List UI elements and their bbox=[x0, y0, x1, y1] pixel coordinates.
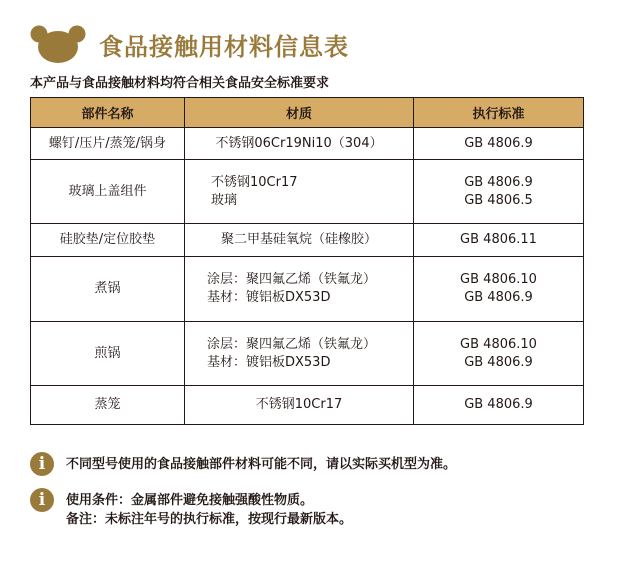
standard-cell bbox=[414, 160, 584, 224]
material-line: 不锈钢10Cr17 bbox=[211, 174, 298, 190]
standard-line: GB 4806.11 bbox=[460, 232, 537, 247]
part-name-cell: 硅胶垫/定位胶垫 bbox=[31, 224, 185, 257]
material-cell bbox=[185, 257, 414, 322]
part-name-cell: 蒸笼 bbox=[31, 386, 185, 425]
standard-line: GB 4806.9 bbox=[464, 290, 533, 305]
standard-cell bbox=[414, 322, 584, 386]
note-item bbox=[30, 488, 590, 529]
material-line: 涂层：聚四氟乙烯（铁氟龙） bbox=[207, 272, 377, 287]
standard-cell bbox=[414, 224, 584, 257]
standard-line: GB 4806.9 bbox=[464, 354, 533, 370]
part-name-cell: 玻璃上盖组件 bbox=[31, 160, 185, 224]
part-name-cell: 螺钉/压片/蒸笼/锅身 bbox=[31, 128, 185, 160]
standard-line: GB 4806.9 bbox=[464, 135, 533, 151]
table-row bbox=[31, 128, 584, 160]
standard-cell bbox=[414, 386, 584, 425]
column-header-material: 材质 bbox=[185, 98, 414, 128]
standard-line: GB 4806.5 bbox=[464, 192, 533, 208]
table-header-row bbox=[31, 98, 584, 128]
standard-line: GB 4806.10 bbox=[460, 336, 537, 352]
remark-text: 备注：未标注年号的执行标准，按现行最新版本。 bbox=[66, 512, 353, 527]
compliance-statement: 本产品与食品接触材料均符合相关食品安全标准要求 bbox=[30, 76, 330, 91]
note-item bbox=[30, 452, 590, 482]
standard-cell bbox=[414, 128, 584, 160]
material-info-table bbox=[30, 97, 584, 425]
material-cell bbox=[185, 386, 414, 425]
table-row bbox=[31, 386, 584, 425]
material-line: 基材：镀铝板DX53D bbox=[207, 354, 331, 370]
material-line: 不锈钢06Cr19Ni10（304） bbox=[215, 135, 383, 151]
material-line: 聚二甲基硅氧烷（硅橡胶） bbox=[220, 232, 377, 247]
info-icon: i bbox=[30, 452, 54, 476]
table-row bbox=[31, 257, 584, 322]
column-header-standard: 执行标准 bbox=[414, 98, 584, 128]
info-icon: i bbox=[30, 488, 54, 512]
standard-line: GB 4806.10 bbox=[460, 272, 537, 287]
table-row bbox=[31, 160, 584, 224]
material-line: 不锈钢10Cr17 bbox=[255, 397, 343, 412]
standard-cell bbox=[414, 257, 584, 322]
standard-line: GB 4806.9 bbox=[464, 174, 533, 190]
part-name-cell: 煎锅 bbox=[31, 322, 185, 386]
material-cell bbox=[185, 160, 414, 224]
note-text: 不同型号使用的食品接触部件材料可能不同，请以实际买机型为准。 bbox=[66, 457, 457, 472]
material-line: 基材：镀铝板DX53D bbox=[207, 290, 331, 305]
bear-head-icon bbox=[30, 25, 86, 63]
material-line: 玻璃 bbox=[211, 192, 238, 208]
standard-line: GB 4806.9 bbox=[464, 397, 533, 412]
table-row bbox=[31, 224, 584, 257]
material-cell bbox=[185, 322, 414, 386]
material-cell bbox=[185, 128, 414, 160]
table-row bbox=[31, 322, 584, 386]
material-line: 涂层：聚四氟乙烯（铁氟龙） bbox=[207, 336, 377, 352]
page-title: 食品接触用材料信息表 bbox=[99, 33, 349, 61]
note-text bbox=[66, 488, 590, 529]
usage-condition-text: 使用条件：金属部件避免接触强酸性物质。 bbox=[66, 493, 314, 508]
material-cell bbox=[185, 224, 414, 257]
part-name-cell: 煮锅 bbox=[31, 257, 185, 322]
column-header-part: 部件名称 bbox=[31, 98, 185, 128]
notes-section bbox=[30, 452, 590, 529]
